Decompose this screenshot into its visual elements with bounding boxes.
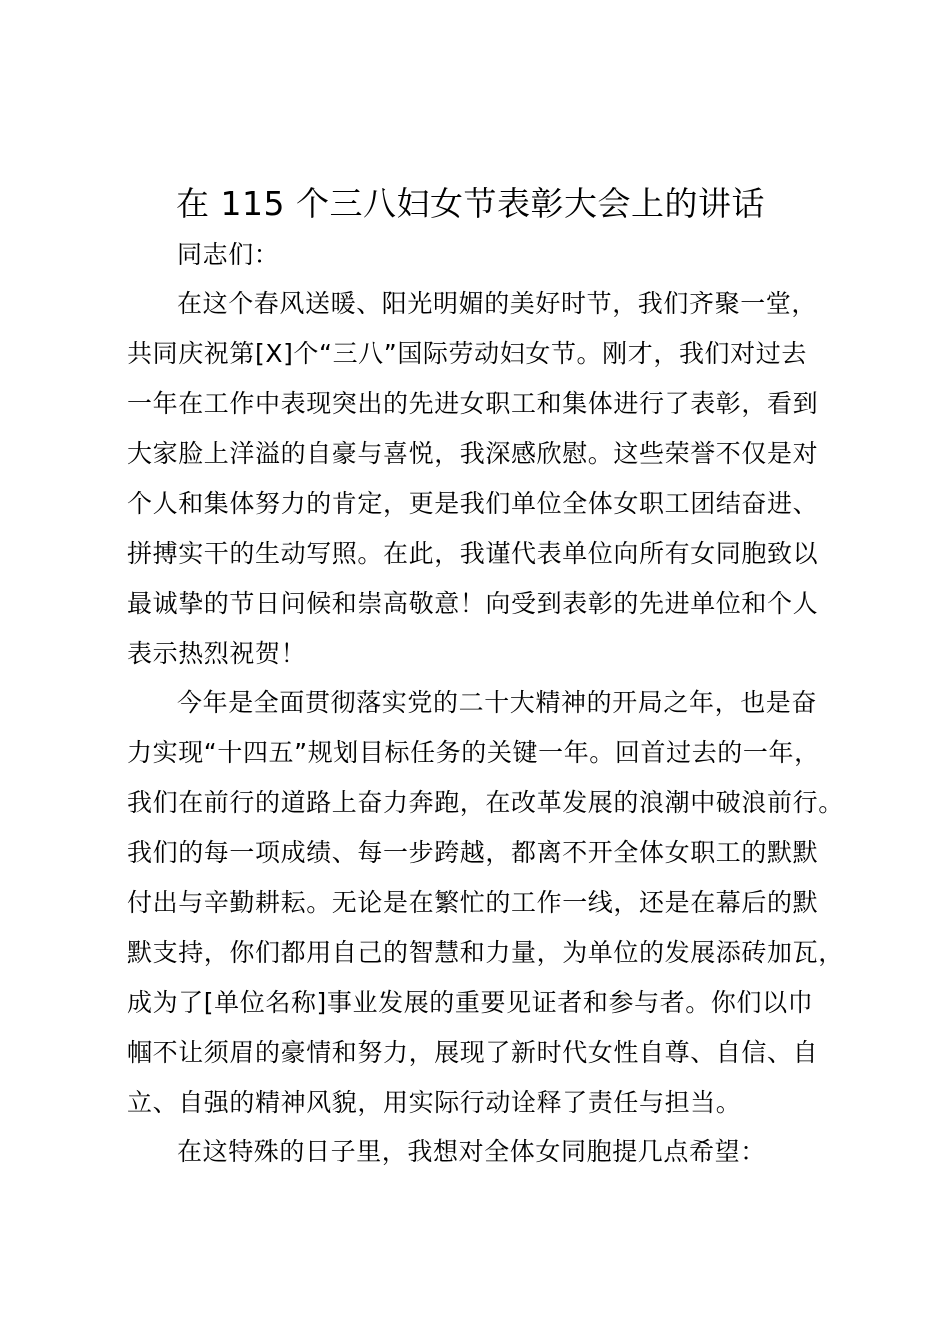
body-line: 立、自强的精神风貌，用实际行动诠释了责任与担当。 — [127, 1088, 742, 1117]
body-line: 付出与辛勤耕耘。无论是在繁忙的工作一线，还是在幕后的默 — [127, 888, 819, 917]
document-title: 在 115 个三八妇女节表彰大会上的讲话 — [176, 184, 765, 223]
body-line: 成为了[单位名称]事业发展的重要见证者和参与者。你们以巾 — [127, 988, 814, 1017]
body-line: 一年在工作中表现突出的先进女职工和集体进行了表彰，看到 — [127, 389, 819, 418]
body-line: 我们在前行的道路上奋力奔跑，在改革发展的浪潮中破浪前行。 — [127, 788, 844, 817]
body-line: 今年是全面贯彻落实党的二十大精神的开局之年，也是奋 — [177, 688, 818, 717]
body-line: 默支持，你们都用自己的智慧和力量，为单位的发展添砖加瓦， — [127, 938, 844, 967]
body-line: 拼搏实干的生动写照。在此，我谨代表单位向所有女同胞致以 — [127, 539, 819, 568]
body-line: 帼不让须眉的豪情和努力，展现了新时代女性自尊、自信、自 — [127, 1038, 819, 1067]
body-line: 力实现“十四五”规划目标任务的关键一年。回首过去的一年， — [127, 738, 820, 767]
body-line: 个人和集体努力的肯定，更是我们单位全体女职工团结奋进、 — [127, 489, 819, 518]
body-line: 共同庆祝第[X]个“三八”国际劳动妇女节。刚才，我们对过去 — [127, 339, 807, 368]
body-line: 我们的每一项成绩、每一步跨越，都离不开全体女职工的默默 — [127, 838, 819, 867]
body-line: 最诚挚的节日问候和崇高敬意！向受到表彰的先进单位和个人 — [127, 589, 819, 618]
body-line: 在这特殊的日子里，我想对全体女同胞提几点希望： — [177, 1137, 766, 1166]
body-line: 在这个春风送暖、阳光明媚的美好时节，我们齐聚一堂， — [177, 289, 818, 318]
body-line: 大家脸上洋溢的自豪与喜悦，我深感欣慰。这些荣誉不仅是对 — [127, 439, 819, 468]
body-line: 表示热烈祝贺！ — [127, 639, 307, 668]
salutation-line: 同志们： — [177, 240, 280, 269]
